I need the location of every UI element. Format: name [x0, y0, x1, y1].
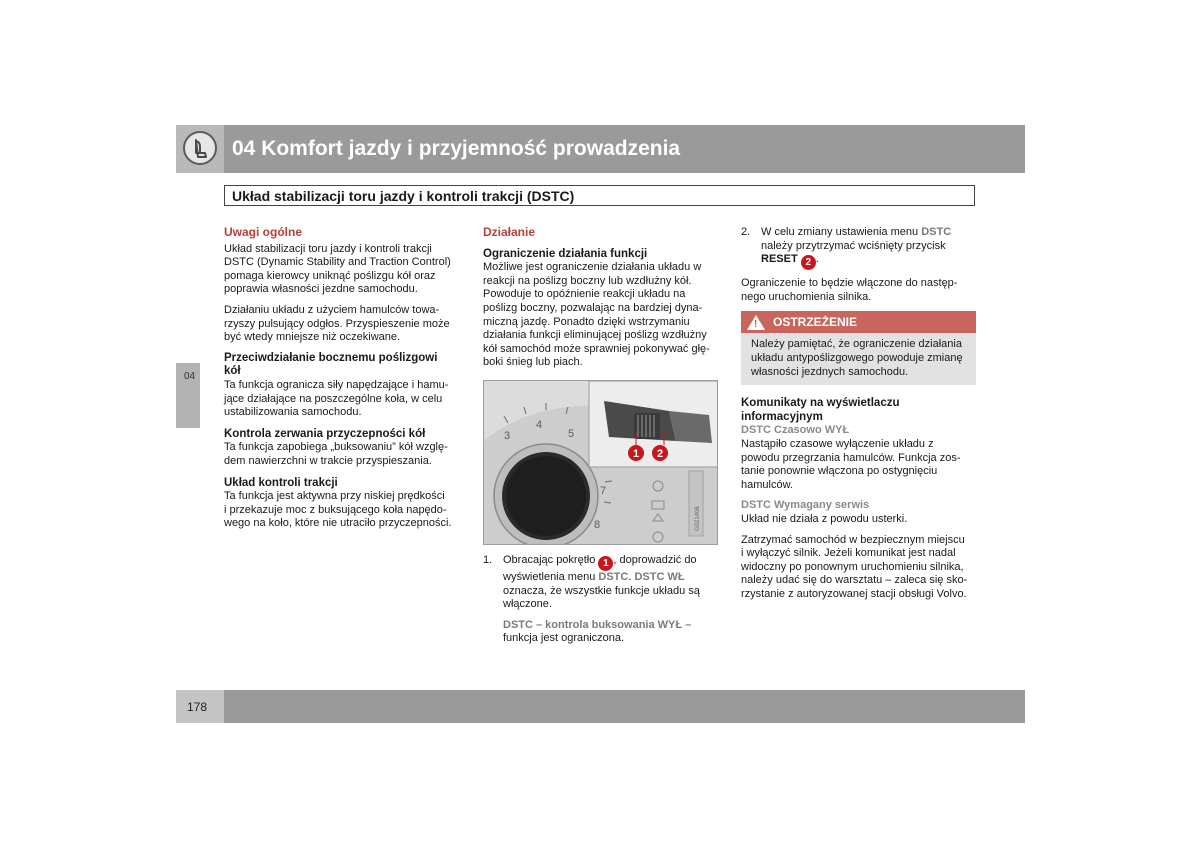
dial-number: 8	[594, 519, 601, 531]
text-line: być wtedy mniejsze niż oczekiwane.	[224, 331, 401, 344]
warning-title: OSTRZEŻENIE	[773, 314, 858, 329]
text-line: hamulców.	[741, 478, 793, 491]
text-line: poślizg boczny, pozwalając na bardziej dyna-	[483, 301, 703, 314]
paragraph-stop-vehicle	[741, 534, 976, 602]
step-2	[741, 226, 976, 270]
text: .	[815, 253, 819, 266]
text: W celu zmiany ustawienia menu	[761, 226, 919, 238]
callout-badge-2: 2	[801, 255, 816, 270]
paragraph-temporarily-off	[741, 438, 976, 492]
menu-name: DSTC	[598, 571, 629, 583]
dial-number: 7	[600, 485, 607, 497]
page-number: 178	[187, 700, 208, 714]
text-line: Zatrzymać samochód w bezpiecznym miejscu	[741, 533, 965, 546]
illustration-dashboard-stalk	[483, 380, 718, 545]
heading-general-notes: Uwagi ogólne	[224, 225, 302, 239]
text-line: reakcji na poślizg boczny lub wzdłużny kół.	[483, 274, 692, 287]
warning-header	[741, 311, 976, 333]
text-line: Układ nie działa z powodu usterki.	[741, 512, 908, 525]
text-line: rzyszy pulsujący odgłos. Przyspieszenie może	[224, 317, 450, 330]
paragraph-limit-until-restart	[741, 277, 976, 304]
footer-bar	[224, 690, 1025, 723]
dial-number: 3	[504, 430, 511, 442]
text-line: jące działające na poszczególne koła, w celu	[224, 392, 443, 405]
text-line: należy udać się do warsztatu – zaleca się sko-	[741, 574, 968, 587]
text-line: Ograniczenie to będzie włączone do następ-	[741, 277, 958, 290]
callout-label-2: 2	[656, 448, 664, 460]
text-line: i przekazuje moc z buksującego koła napędo-	[224, 503, 447, 516]
text-line: Ta funkcja jest aktywna przy niskiej prędkości	[224, 490, 445, 503]
text-line: dem nawierzchni w trakcie przyspieszania.	[224, 454, 432, 467]
heading-dstc-temporarily-off: DSTC Czasowo WYŁ	[741, 424, 850, 437]
text-line: Układ stabilizacji toru jazdy i kontroli trakcji	[224, 242, 432, 255]
text: .	[628, 571, 632, 583]
text-line: boki śnieg lub piach.	[483, 356, 583, 369]
heading-traction-control: Układ kontroli trakcji	[224, 476, 338, 489]
text: Obracając pokrętło	[503, 554, 596, 566]
column-general-notes	[224, 226, 460, 539]
text-line: Działaniu układu z użyciem hamulców towa-	[224, 303, 440, 316]
text: włączone.	[503, 598, 552, 611]
step-number: 2.	[741, 226, 751, 238]
dial-number: 4	[536, 419, 543, 431]
heading-display-messages: Komunikaty na wyświetlaczu informacyjnym	[741, 397, 900, 423]
text-line: Należy pamiętać, że ograniczenie działania	[751, 338, 962, 351]
text-line: rzystanie z autoryzowanej stacji obsługi Volvo.	[741, 587, 967, 600]
heading-traction-loss: Kontrola zerwania przyczepności kół	[224, 427, 426, 440]
text: należy przytrzymać wciśnięty przycisk	[761, 239, 946, 252]
text-line: Nastąpiło czasowe wyłączenie układu z	[741, 437, 934, 450]
text: wyświetlenia menu	[503, 571, 596, 583]
text-line: Powoduje to opóźnienie reakcji układu na	[483, 288, 686, 301]
callout-badge-1: 1	[598, 556, 613, 571]
text-line: Ta funkcja ogranicza siły napędzające i hamu-	[224, 378, 449, 391]
step-1-block	[483, 554, 718, 653]
text-line: ustabilizowania samochodu.	[224, 406, 362, 419]
text-line: pomaga kierowcy uniknąć poślizgu kół oraz	[224, 269, 436, 282]
text-line: Ta funkcja zapobiega „buksowaniu” kół wzglę-	[224, 441, 448, 454]
heading-operation: Działanie	[483, 225, 536, 239]
menu-name: DSTC	[921, 226, 952, 238]
text-line: i wyłączyć silnik. Jeżeli komunikat jest nadal	[741, 547, 956, 560]
paragraph-intro	[224, 243, 460, 297]
text-line: poprawia własności jezdne samochodu.	[224, 283, 418, 296]
section-title: Układ stabilizacji toru jazdy i kontroli trakcji (DSTC)	[232, 188, 575, 204]
paragraph-limit	[483, 261, 718, 370]
step-1	[483, 554, 718, 646]
text-line: miczną jazdę. Ponadto dzięki wstrzymaniu	[483, 315, 690, 328]
callout-label-1: 1	[632, 448, 640, 460]
chapter-title: 04 Komfort jazdy i przyjemność prowadzenia	[232, 137, 681, 160]
dial-number: 5	[568, 428, 575, 440]
text-line: układu antypoślizgowego powoduje zmianę	[751, 351, 963, 364]
text-line: własności jezdnych samochodu.	[751, 365, 909, 378]
reset-button-label: RESET	[761, 253, 798, 266]
text: oznacza, że wszystkie funkcje układu są	[503, 584, 700, 597]
heading-limit-function: Ograniczenie działania funkcji	[483, 247, 648, 260]
paragraph-service-required	[741, 513, 976, 527]
text-line: działania funkcji eliminującej poślizg wzdłużny	[483, 329, 707, 342]
text: , doprowadzić do	[613, 554, 697, 566]
warning-triangle-icon: !	[747, 315, 765, 330]
figure-code: G021406	[695, 506, 701, 531]
text-line: DSTC (Dynamic Stability and Traction Control)	[224, 256, 451, 269]
chapter-side-tab-label: 04	[184, 371, 196, 382]
menu-option: DSTC – kontrola buksowania WYŁ –	[503, 618, 692, 631]
heading-dstc-service-required: DSTC Wymagany serwis	[741, 499, 870, 512]
step-number: 1.	[483, 554, 493, 566]
text-line: Możliwe jest ograniczenie działania układu w	[483, 261, 702, 274]
seat-icon	[183, 131, 217, 165]
text-line: kół samochód może sprawniej pokonywać głę-	[483, 342, 710, 355]
heading-side-slip: Przeciwdziałanie bocznemu poślizgowi kół	[224, 351, 438, 378]
text-line: wego na koło, które nie utraciło przyczepności.	[224, 517, 452, 530]
column-settings	[741, 226, 976, 608]
text-line: powodu przegrzania hamulców. Funkcja zos-	[741, 451, 961, 464]
column-operation	[483, 226, 718, 370]
warning-body	[741, 333, 976, 385]
text-line: nego uruchomienia silnika.	[741, 290, 872, 303]
paragraph-brakes	[224, 304, 460, 345]
menu-name: DSTC WŁ	[634, 571, 685, 583]
text-line: widoczny po ponownym uruchomieniu silnika,	[741, 560, 964, 573]
text: funkcja jest ograniczona.	[503, 632, 625, 645]
text-line: tanie ponownie włączona po ostygnięciu	[741, 465, 938, 478]
